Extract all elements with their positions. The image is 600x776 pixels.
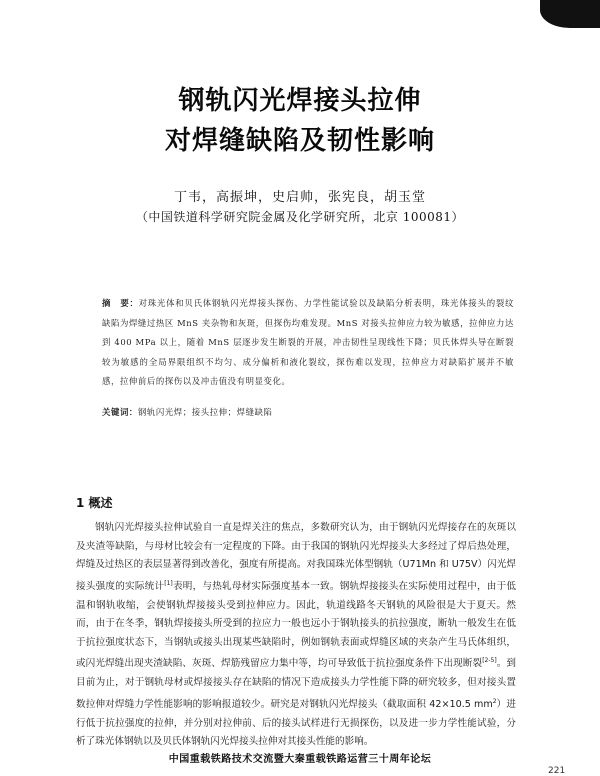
body-text-part3: 。到目前为止，对于钢轨母材或焊接接头存在缺陷的情况下造成接头力学性能下降的研究较多，但对接头置数拉伸对焊缝力学性能影响的影响报道较少。研究是对钢轨闪光焊接头（截取面积 42×10.5 mm bbox=[76, 658, 517, 710]
citation-1: [1] bbox=[164, 579, 173, 587]
keywords-text: 钢轨闪光焊；接头拉伸；焊缝缺陷 bbox=[137, 407, 273, 417]
body-text-part4: ）进行低于抗拉强度的拉伸，并分别对拉伸前、后的接头试样进行无损探伤，以及进一步力学性能试验，分析了珠光体钢轨以及贝氏体钢轨闪光焊接头拉伸对其接头性能的影响。 bbox=[76, 698, 516, 748]
affiliation: （中国铁道科学研究院金属及化学研究所，北京 100081） bbox=[135, 210, 465, 224]
author-list: 丁韦，高振坤，史启帅，张宪良，胡玉堂 bbox=[173, 190, 426, 205]
scan-corner-mark bbox=[540, 0, 600, 28]
paper-title-line2: 对焊缝缺陷及韧性影响 bbox=[164, 126, 435, 156]
keywords-label: 关键词： bbox=[102, 407, 138, 417]
abstract-text: 对珠光体和贝氏体钢轨闪光焊接头探伤、力学性能试验以及缺陷分析表明，珠光体接头的裂纹缺陷为焊缝过热区 MnS 夹杂物和灰斑，但探伤均难发现。MnS 对接头拉伸应力较为敏感，拉伸应力达到 400 MPa 以上，随着 MnS 层逐步发生断裂的开展，冲击韧性呈现线性下降；贝氏体焊头导在断裂较为敏感的全局界限组织不均匀、成分偏析和液化裂纹，探伤难以发现，拉伸应力对缺陷扩展并不敏感，拉伸前后的探伤以及冲击值没有明显变化。 bbox=[102, 298, 514, 386]
unit-superscript: 2 bbox=[492, 697, 497, 705]
section-heading: 1 概述 bbox=[76, 496, 113, 510]
body-paragraph bbox=[76, 519, 516, 752]
body-text-part2: 表明，与热轧母材实际强度基本一致。钢轨焊接接头在实际使用过程中，由于低温和钢轨收缩，会使钢轨焊接接头受到拉伸应力。因此，轨道线路冬天钢轨的风险很是大于夏天。然而，由于在冬季，钢轨焊接接头所受到的拉应力一般也远小于钢轨接头的抗拉强度，断轨一般发生在低于抗拉强度状态下，当钢轨或接头出现某些缺陷时，例如钢轨表面或焊缝区域的夹杂产生马氏体组织，或闪光焊缝出现夹渣缺陷、灰斑、焊筋残留应力集中等，均可导致低于抗拉强度条件下出现断裂 bbox=[76, 580, 517, 670]
keywords bbox=[102, 406, 514, 418]
abstract bbox=[102, 294, 514, 392]
body-text-part1: 钢轨闪光焊接头拉伸试验自一直是焊关注的焦点，多数研究认为，由于钢轨闪光焊接存在的灰斑以及夹渣等缺陷，与母材比较会有一定程度的下降。由于我国的钢轨闪光焊接头大多经过了焊后热处理，焊缝及过热区的表层显著得到改善化，强度有所提高。对我国珠光体型钢轨（U71Mn 和 U75V）闪光焊接头强度的实际统计 bbox=[76, 522, 516, 592]
footer-conference: 中国重载铁路技术交流暨大秦重载铁路运营三十周年论坛 bbox=[168, 754, 432, 765]
abstract-label: 摘 要： bbox=[102, 298, 139, 308]
paper-title-line1: 钢轨闪光焊接头拉伸 bbox=[178, 86, 422, 116]
page-number: 221 bbox=[548, 766, 566, 776]
citation-2: [2-5] bbox=[482, 657, 497, 665]
